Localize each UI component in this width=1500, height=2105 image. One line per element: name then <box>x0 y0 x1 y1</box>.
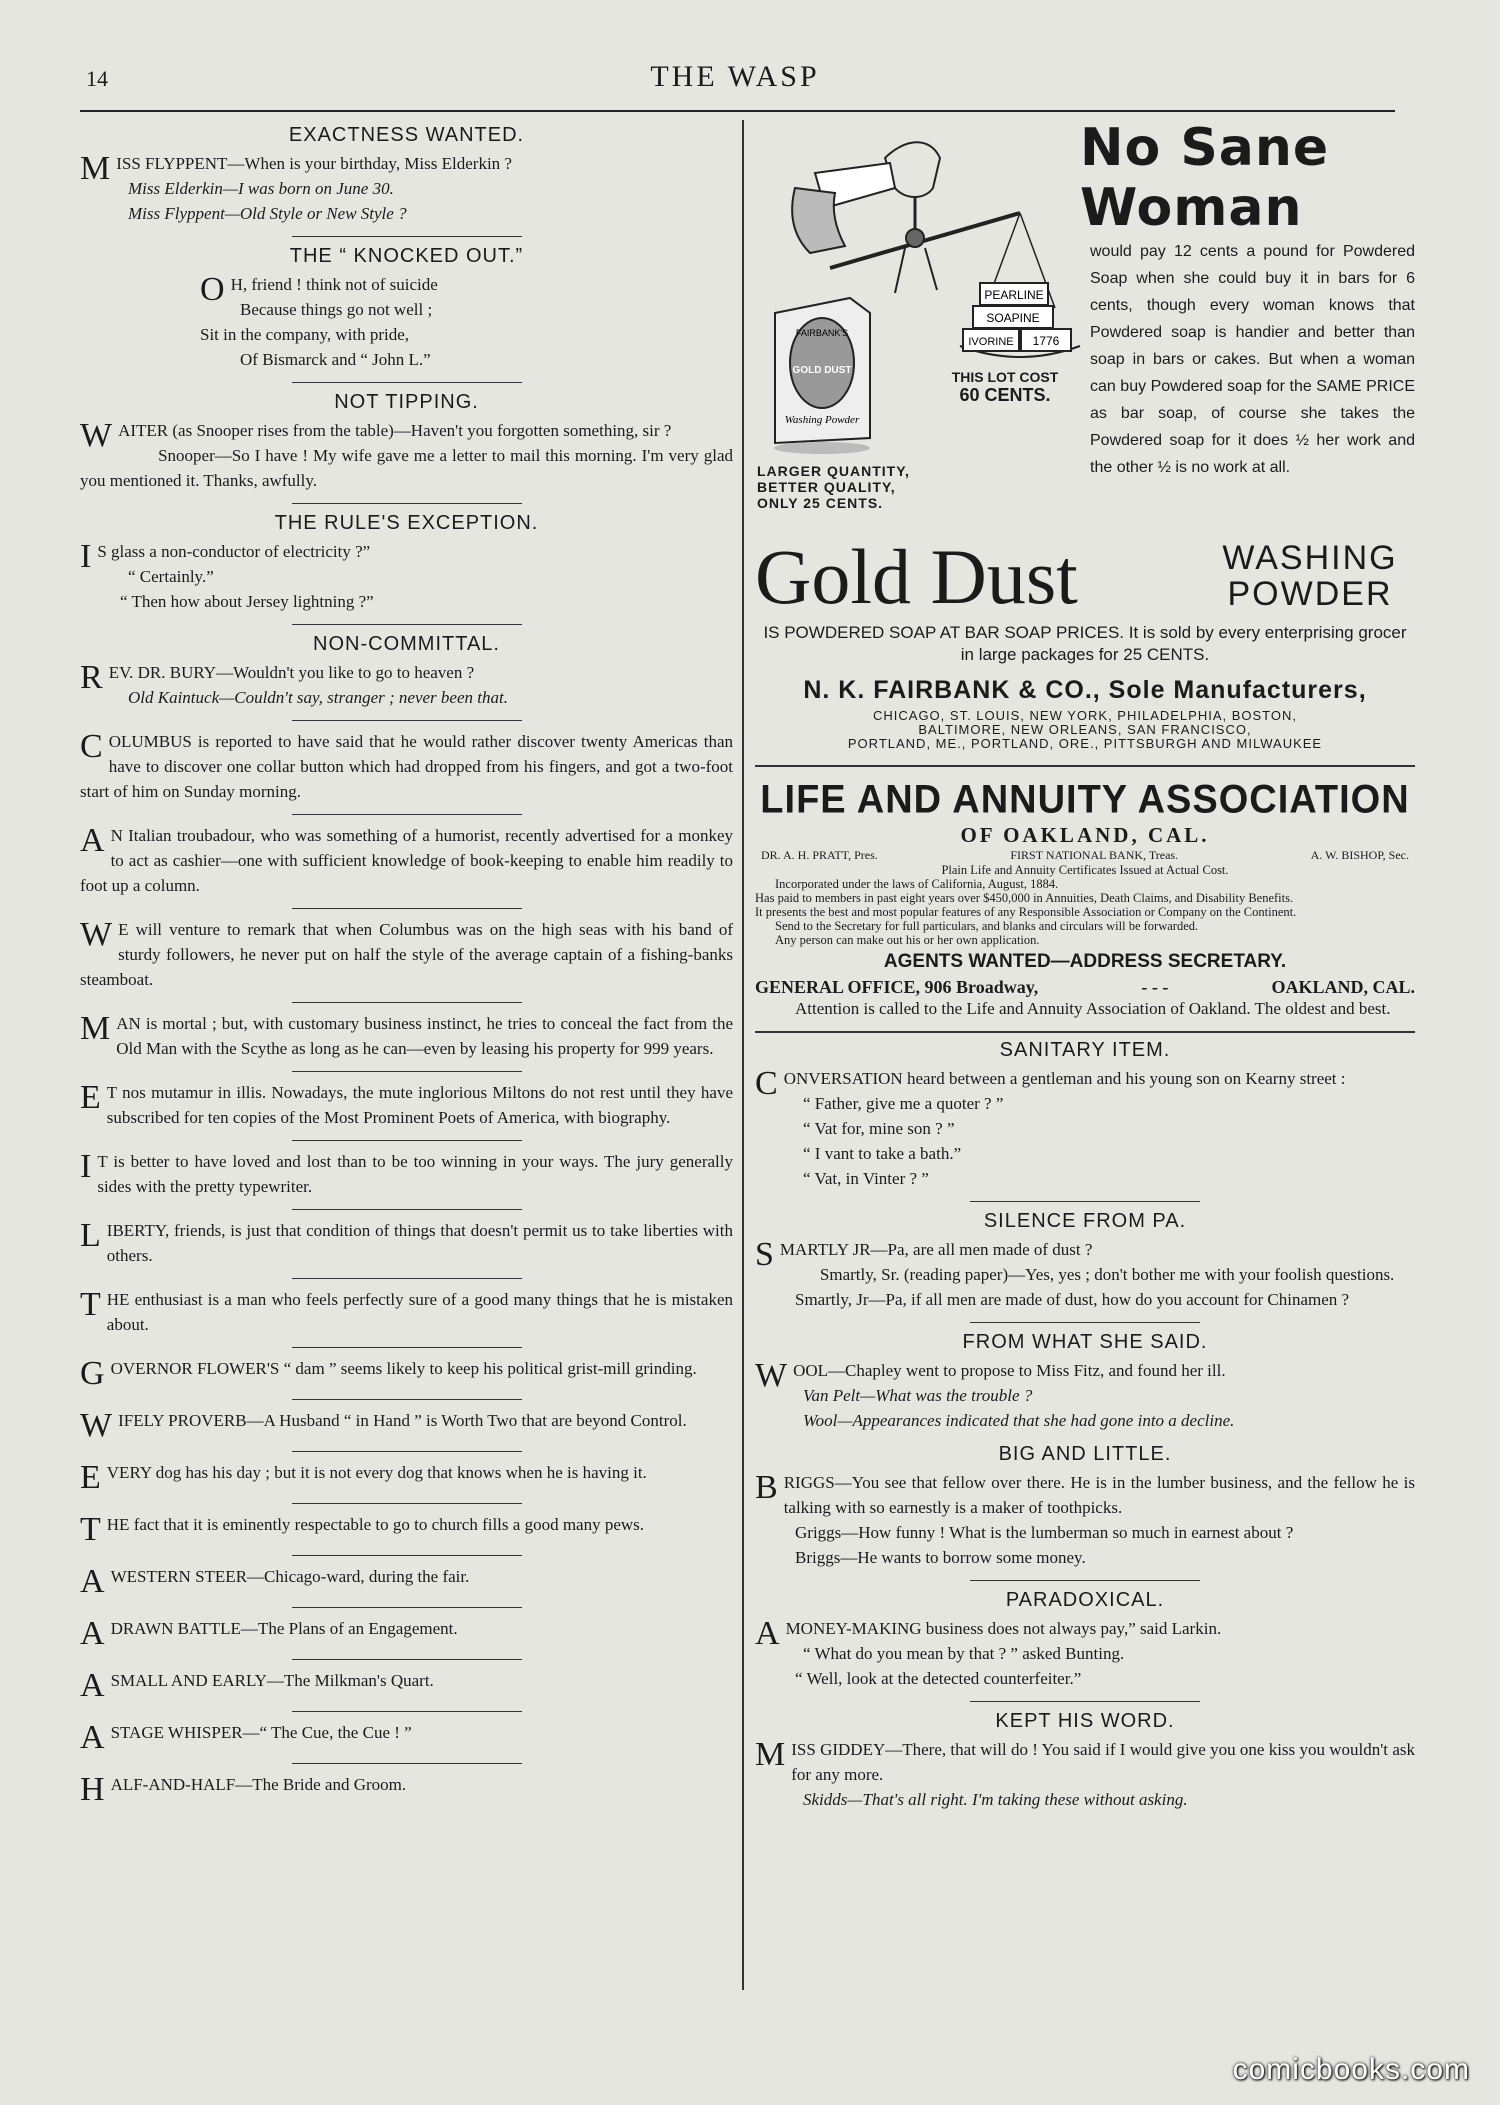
short-paragraph <box>80 1149 733 1199</box>
column-divider <box>742 120 744 1990</box>
exactness-line-3: Miss Flyppent—Old Style or New Style ? <box>128 204 407 223</box>
separator <box>292 1711 522 1712</box>
exactness-line-1: ISS FLYPPENT—When is your birthday, Miss Elderkin ? <box>116 154 512 173</box>
separator <box>970 1580 1200 1581</box>
drop-cap: R <box>80 660 103 696</box>
can-label-brand: FAIRBANK'S <box>795 328 849 338</box>
office-address: GENERAL OFFICE, 906 Broadway, <box>755 977 1039 997</box>
president: DR. A. H. PRATT, Pres. <box>761 848 878 862</box>
said-item <box>755 1358 1415 1433</box>
paragraph-text: E will venture to remark that when Columbus was on the high seas with his band of sturdy followers, he never put on half the style of the average captain of a fishing-banks steamboat. <box>80 920 733 989</box>
big-line-2: Griggs—How funny ! What is the lumberman so much in earnest about ? <box>795 1523 1294 1542</box>
short-paragraph <box>80 1460 733 1493</box>
paragraph-text: OLUMBUS is reported to have said that he would rather discover twenty Americas than have to discover one collar button which had dropped from his fingers, and got a two-foot start of him on Sunday morning. <box>80 732 733 801</box>
drop-cap: T <box>80 1287 101 1323</box>
knocked-title: THE “ KNOCKED OUT.” <box>289 245 524 267</box>
bar-label-ivorine: IVORINE <box>968 336 1014 348</box>
drop-cap: B <box>755 1470 778 1506</box>
separator <box>292 908 522 909</box>
big-line-1: RIGGS—You see that fellow over there. He is in the lumber business, and the fellow he is talking with so earnestly is a maker of toothpicks. <box>783 1473 1415 1517</box>
larger-quantity-caption <box>757 463 957 511</box>
life-title: LIFE AND ANNUITY ASSOCIATION <box>760 777 1410 823</box>
life-subtitle: OF OAKLAND, CAL. <box>960 823 1210 847</box>
separator <box>970 1322 1200 1323</box>
word-line-1: ISS GIDDEY—There, that will do ! You said if I would give you one kiss you wouldn't ask for any more. <box>791 1740 1415 1784</box>
tipping-line-1: AITER (as Snooper rises from the table)—Haven't you forgotten something, sir ? <box>118 421 672 440</box>
paragraph-text: SMALL AND EARLY—The Milkman's Quart. <box>110 1671 434 1690</box>
larger-line-2: BETTER QUALITY, <box>757 479 896 495</box>
drop-cap: C <box>755 1066 778 1102</box>
wp-line-2: POWDER <box>1227 575 1393 613</box>
big-title: BIG AND LITTLE. <box>998 1443 1172 1465</box>
secretary: A. W. BISHOP, Sec. <box>1310 848 1409 862</box>
separator <box>292 1209 522 1210</box>
gold-dust-advertisement <box>755 118 1415 538</box>
short-paragraph <box>80 1772 733 1805</box>
separator <box>292 1399 522 1400</box>
cities-line-3: PORTLAND, ME., PORTLAND, ORE., PITTSBURGH AND MILWAUKEE <box>847 736 1323 751</box>
knocked-line-3: Sit in the company, with pride, <box>200 325 410 344</box>
sanitary-line-2: “ Father, give me a quoter ? ” <box>803 1094 1004 1113</box>
larger-line-1: LARGER QUANTITY, <box>757 463 910 479</box>
ad-rule <box>755 765 1415 767</box>
rule-line-2: “ Certainly.” <box>128 567 214 586</box>
drop-cap: A <box>80 1564 105 1597</box>
tipping-title: NOT TIPPING. <box>334 391 479 413</box>
short-paragraph <box>80 1287 733 1337</box>
drop-cap: C <box>80 729 103 765</box>
office-dots: - - - <box>1141 977 1169 997</box>
drop-cap: A <box>80 1720 105 1753</box>
paragraph-text: STAGE WHISPER—“ The Cue, the Cue ! ” <box>110 1723 412 1742</box>
rule-item <box>80 539 733 614</box>
drop-cap: O <box>200 272 225 308</box>
short-paragraph <box>80 1720 733 1753</box>
life-line-4: It presents the best and most popular features of any Responsible Association or Company on the Continent. <box>755 905 1297 919</box>
drop-cap: A <box>80 823 105 859</box>
exactness-line-2: Miss Elderkin—I was born on June 30. <box>128 179 394 198</box>
exactness-title: EXACTNESS WANTED. <box>288 124 525 146</box>
cities-line-2: BALTIMORE, NEW ORLEANS, SAN FRANCISCO, <box>918 722 1252 737</box>
bar-label-1776: 1776 <box>1032 334 1060 348</box>
lot-cost-line-2: 60 CENTS. <box>959 385 1051 405</box>
can-label-product: GOLD DUST <box>792 365 852 376</box>
separator <box>292 1140 522 1141</box>
knocked-line-4: Of Bismarck and “ John L.” <box>240 350 431 369</box>
said-line-1: OOL—Chapley went to propose to Miss Fitz, and found her ill. <box>793 1361 1226 1380</box>
separator <box>292 1763 522 1764</box>
paradox-line-3: “ Well, look at the detected counterfeiter.” <box>795 1669 1082 1688</box>
left-column <box>80 118 733 1998</box>
drop-cap: W <box>80 1408 113 1441</box>
separator <box>292 720 522 721</box>
separator <box>292 1503 522 1504</box>
separator <box>292 1002 522 1003</box>
tagline-2: It is sold by every enterprising grocer in large packages for 25 CENTS. <box>960 623 1407 664</box>
short-paragraph <box>80 1218 733 1268</box>
paragraph-text: T nos mutamur in illis. Nowadays, the mute inglorious Miltons do not rest until they have subscribed for ten copies of the Most Prominent Poets of America, with biography. <box>106 1083 733 1127</box>
larger-line-3: ONLY 25 CENTS. <box>757 495 884 511</box>
short-paragraph <box>80 1564 733 1597</box>
can-label-type: Washing Powder <box>784 414 860 426</box>
lot-cost-line-1: THIS LOT COST <box>951 369 1059 385</box>
page-header <box>80 60 1390 110</box>
sanitary-line-1: ONVERSATION heard between a gentleman and his young son on Kearny street : <box>783 1069 1346 1088</box>
paragraph-text: VERY dog has his day ; but it is not every dog that knows when he is having it. <box>106 1463 647 1482</box>
rule-line-3: “ Then how about Jersey lightning ?” <box>120 592 374 611</box>
short-paragraph <box>80 823 733 898</box>
knocked-line-2: Because things go not well ; <box>240 300 433 319</box>
headline <box>1080 118 1415 238</box>
silence-title: SILENCE FROM PA. <box>983 1210 1187 1232</box>
paradox-title: PARADOXICAL. <box>1005 1589 1165 1611</box>
attention-note: Attention is called to the Life and Annuity Association of Oakland. The oldest and best. <box>795 999 1391 1018</box>
general-office <box>755 977 1415 998</box>
drop-cap: W <box>755 1358 788 1394</box>
drop-cap: M <box>755 1737 786 1773</box>
word-line-2: Skidds—That's all right. I'm taking these without asking. <box>803 1790 1188 1809</box>
drop-cap: W <box>80 418 113 454</box>
drop-cap: I <box>80 539 92 575</box>
separator <box>292 1555 522 1556</box>
short-paragraph <box>80 1512 733 1545</box>
short-paragraph <box>80 1080 733 1130</box>
watermark-credit: comicbooks.com <box>1232 2053 1470 2086</box>
paragraph-text: T is better to have loved and lost than to be too winning in your ways. The jury generally sides with the pretty typewriter. <box>97 1152 733 1196</box>
separator <box>292 236 522 237</box>
no-sane-woman-copy <box>1080 118 1415 481</box>
paragraph-text: DRAWN BATTLE—The Plans of an Engagement. <box>110 1619 458 1638</box>
separator <box>292 1347 522 1348</box>
tipping-line-2: Snooper—So I have ! My wife gave me a letter to mail this morning. I'm very glad you mentioned it. Thanks, awfully. <box>80 446 733 490</box>
life-line-2: Incorporated under the laws of California, August, 1884. <box>775 877 1059 891</box>
paragraph-text: HE fact that it is eminently respectable to go to church fills a good many pews. <box>106 1515 645 1534</box>
drop-cap: S <box>755 1237 774 1273</box>
silence-line-3: Smartly, Jr—Pa, if all men are made of dust, how do you account for Chinamen ? <box>795 1290 1350 1309</box>
big-line-3: Briggs—He wants to borrow some money. <box>795 1548 1086 1567</box>
noncom-line-1: EV. DR. BURY—Wouldn't you like to go to heaven ? <box>108 663 475 682</box>
short-paragraphs <box>80 729 733 1805</box>
drop-cap: H <box>80 1772 105 1805</box>
treasurer: FIRST NATIONAL BANK, Treas. <box>1010 848 1179 862</box>
knocked-line-1: H, friend ! think not of suicide <box>230 275 438 294</box>
wp-line-1: WASHING <box>1222 539 1398 577</box>
cities-line-1: CHICAGO, ST. LOUIS, NEW YORK, PHILADELPHIA, BOSTON, <box>873 708 1297 723</box>
paradox-item <box>755 1616 1415 1691</box>
drop-cap: M <box>80 151 111 187</box>
life-line-1: Plain Life and Annuity Certificates Issued at Actual Cost. <box>941 863 1229 877</box>
drop-cap: A <box>755 1616 780 1652</box>
cities-list <box>755 709 1415 751</box>
separator <box>292 1071 522 1072</box>
header-rule <box>80 110 1395 112</box>
silence-line-2: Smartly, Sr. (reading paper)—Yes, yes ; don't bother me with your foolish questions. <box>819 1265 1395 1284</box>
noncom-item <box>80 660 733 710</box>
drop-cap: L <box>80 1218 101 1254</box>
ad-rule <box>755 1031 1415 1033</box>
bar-label-soapine: SOAPINE <box>986 311 1040 325</box>
officers <box>755 848 1415 863</box>
short-paragraph <box>80 917 733 992</box>
life-line-5: Send to the Secretary for full particulars, and blanks and circulars will be forwarded. <box>775 919 1199 933</box>
said-line-2: Van Pelt—What was the trouble ? <box>803 1386 1033 1405</box>
sanitary-line-3: “ Vat for, mine son ? ” <box>803 1119 955 1138</box>
said-title: FROM WHAT SHE SAID. <box>962 1331 1208 1353</box>
drop-cap: I <box>80 1149 92 1185</box>
word-title: KEPT HIS WORD. <box>995 1710 1175 1732</box>
separator <box>292 624 522 625</box>
sanitary-title: SANITARY ITEM. <box>999 1039 1171 1061</box>
exactness-item <box>80 151 733 226</box>
brand-name: Gold Dust <box>755 533 1078 620</box>
sanitary-line-4: “ I vant to take a bath.” <box>803 1144 962 1163</box>
gold-dust-brand <box>755 532 1415 622</box>
word-item <box>755 1737 1415 1812</box>
manufacturer: N. K. FAIRBANK & CO., Sole Manufacturers, <box>803 676 1367 704</box>
life-annuity-advertisement <box>755 777 1415 1019</box>
office-city: OAKLAND, CAL. <box>1271 977 1415 997</box>
rule-title: THE RULE'S EXCEPTION. <box>274 512 539 534</box>
paragraph-text: AN is mortal ; but, with customary business instinct, he tries to conceal the fact from the Old Man with the Scythe as long as he can—even by leasing his property for 999 years. <box>116 1014 733 1058</box>
separator <box>292 503 522 504</box>
drop-cap: G <box>80 1356 105 1389</box>
short-paragraph <box>80 1011 733 1061</box>
separator <box>970 1201 1200 1202</box>
price-tagline <box>755 622 1415 666</box>
big-item <box>755 1470 1415 1570</box>
separator <box>292 382 522 383</box>
separator <box>292 1451 522 1452</box>
short-paragraph <box>80 1616 733 1649</box>
said-line-3: Wool—Appearances indicated that she had gone into a decline. <box>803 1411 1235 1430</box>
life-line-6: Any person can make out his or her own application. <box>775 933 1040 947</box>
short-paragraph <box>80 1668 733 1701</box>
paragraph-text: OVERNOR FLOWER'S “ dam ” seems likely to keep his political grist-mill grinding. <box>110 1359 697 1378</box>
short-paragraph <box>80 1356 733 1389</box>
noncom-line-2: Old Kaintuck—Couldn't say, stranger ; never been that. <box>128 688 508 707</box>
page-number: 14 <box>86 66 108 91</box>
paragraph-text: HE enthusiast is a man who feels perfectly sure of a good many things that he is mistaken about. <box>106 1290 733 1334</box>
knocked-item <box>80 272 733 372</box>
life-line-3: Has paid to members in past eight years over $450,000 in Annuities, Death Claims, and Disability Benefits. <box>755 891 1294 905</box>
rule-line-1: S glass a non-conductor of electricity ?” <box>97 542 371 561</box>
drop-cap: A <box>80 1668 105 1701</box>
ad-body: would pay 12 cents a pound for Powdered Soap when she could buy it in bars for 6 cents, though every woman knows that Powdered soap is handier and better than soap in bars or cakes. But when a woman can buy Powdered soap for the SAME PRICE as bar soap, of course she takes the Powdered soap for it does ½ her work and the other ½ is no work at all. <box>1090 243 1415 476</box>
paragraph-text: ALF-AND-HALF—The Bride and Groom. <box>110 1775 407 1794</box>
drop-cap: M <box>80 1011 111 1047</box>
drop-cap: E <box>80 1080 101 1116</box>
paragraph-text: IFELY PROVERB—A Husband “ in Hand ” is Worth Two that are beyond Control. <box>118 1411 687 1430</box>
tipping-item <box>80 418 733 493</box>
noncom-title: NON-COMMITTAL. <box>313 633 500 655</box>
drop-cap: W <box>80 917 113 953</box>
washing-powder-label <box>1205 540 1415 612</box>
headline-line-2: Woman <box>1080 178 1303 238</box>
silence-line-1: MARTLY JR—Pa, are all men made of dust ? <box>779 1240 1093 1259</box>
silence-item <box>755 1237 1415 1312</box>
paragraph-text: N Italian troubadour, who was something of a humorist, recently advertised for a monkey to act as cashier—one with sufficient knowledge of book-keeping to enable him readily to foot up a column. <box>80 826 733 895</box>
tagline-1: IS POWDERED SOAP AT BAR SOAP PRICES. <box>763 623 1125 642</box>
paragraph-text: IBERTY, friends, is just that condition of things that doesn't permit us to take liberties with others. <box>106 1221 733 1265</box>
short-paragraph <box>80 1408 733 1441</box>
sanitary-item <box>755 1066 1415 1191</box>
paragraph-text: WESTERN STEER—Chicago-ward, during the fair. <box>110 1567 470 1586</box>
separator <box>970 1701 1200 1702</box>
right-column <box>755 118 1415 1998</box>
drop-cap: A <box>80 1616 105 1649</box>
separator <box>292 1278 522 1279</box>
bar-label-pearline: PEARLINE <box>984 288 1044 302</box>
paradox-line-1: MONEY-MAKING business does not always pay,” said Larkin. <box>785 1619 1222 1638</box>
separator <box>292 1607 522 1608</box>
paradox-line-2: “ What do you mean by that ? ” asked Bunting. <box>803 1644 1125 1663</box>
separator <box>292 814 522 815</box>
short-paragraph <box>80 729 733 804</box>
lot-cost-caption <box>940 368 1070 404</box>
sanitary-line-5: “ Vat, in Vinter ? ” <box>803 1169 929 1188</box>
drop-cap: E <box>80 1460 101 1493</box>
agents-wanted: AGENTS WANTED—ADDRESS SECRETARY. <box>883 951 1287 972</box>
masthead: THE WASP <box>650 60 820 93</box>
drop-cap: T <box>80 1512 101 1545</box>
separator <box>292 1659 522 1660</box>
headline-line-1: No Sane <box>1080 118 1330 178</box>
